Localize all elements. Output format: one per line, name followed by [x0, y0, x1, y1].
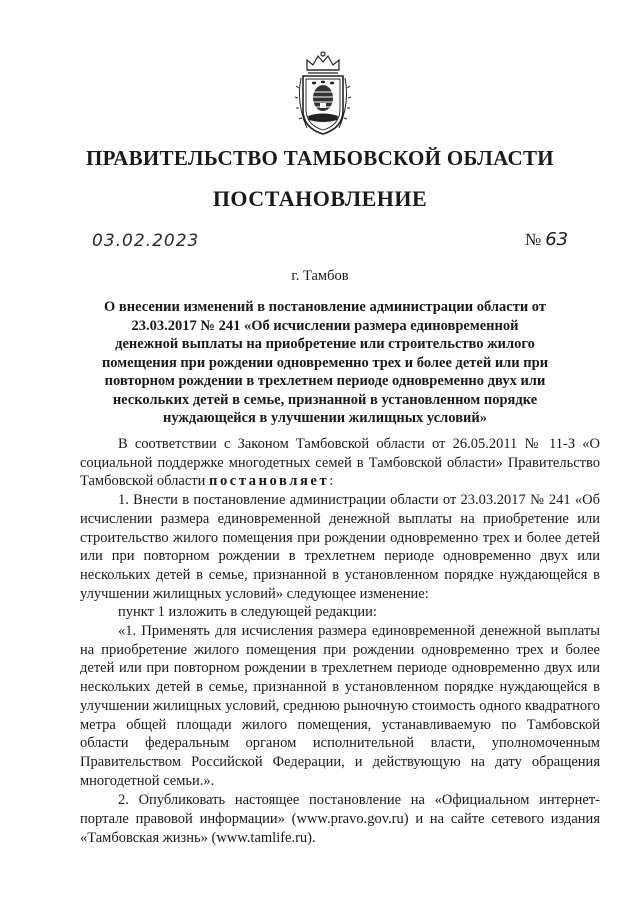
document-type-heading: ПОСТАНОВЛЕНИЕ [212, 186, 428, 211]
handwritten-date: 03.02.2023 [92, 231, 200, 251]
item-1-paragraph: 1. Внести в постановление администрации области от 23.03.2017 № 241 «Об исчислении размера единовременной денежной выплаты на приобретение или строительство жилого помещения при рождении одновременно трех и более детей или при повторном рождении в трехлетнем периоде одновременно двух или нескольких детей в семье, признанной в установленном порядке нуждающейся в улучшении жилищных условий» следующее изменение: [80, 492, 600, 602]
item-2-paragraph: 2. Опубликовать настоящее постановление на «Официальном интернет-портале правовой информации» (www.pravo.gov.ru) и на сайте сетевого издания «Тамбовская жизнь» (www.tamlife.ru). [80, 792, 600, 846]
city-line: г. Тамбов [291, 268, 349, 284]
resolves-word: постановляет [208, 473, 330, 490]
document-number [525, 229, 568, 250]
handwritten-number: 63 [545, 229, 569, 250]
preamble-paragraph: В соответствии с Законом Тамбовской области от 26.05.2011 № 11-З «О социальной поддержке многодетных семей в Тамбовской области» Правительство Тамбовской области постановляет: [80, 436, 600, 490]
item-1-subclause: пункт 1 изложить в следующей редакции: [118, 604, 377, 621]
government-title: ПРАВИТЕЛЬСТВО ТАМБОВСКОЙ ОБЛАСТИ [86, 146, 554, 170]
tambov-coat-of-arms-emblem [293, 48, 353, 138]
number-sign: № [525, 230, 542, 249]
item-1-quoted-text: «1. Применять для исчисления размера единовременной денежной выплаты на приобретение жилого помещения при рождении одновременно трех и более детей или при повторном рождении в трехлетнем периоде одновременно двух или нескольких детей в семье, признанной в установленном порядке нуждающейся в улучшении жилищных условий, среднюю рыночную стоимость одного квадратного метра общей площади жилого помещения, устанавливаемую по Тамбовской области федеральным органом исполнительной власти, уполномоченным Правительством Российской Федерации, и действующую на дату обращения многодетной семьи.». [80, 623, 600, 789]
preamble-text: В соответствии с Законом Тамбовской области от 26.05.2011 № 11-З «О социальной поддержке многодетных семей в Тамбовской области» Правительство Тамбовской области [80, 436, 600, 490]
document-body [80, 435, 600, 847]
document-subject: О внесении изменений в постановление администрации области от 23.03.2017 № 241 «Об исчислении размера единовременной денежной выплаты на приобретение или строительство жилого помещения при рождении одновременно трех и более детей или при повторном рождении в трехлетнем периоде одновременно двух или нескольких детей в семье, признанной в установленном порядке нуждающейся в улучшении жилищных условий» [101, 299, 549, 426]
